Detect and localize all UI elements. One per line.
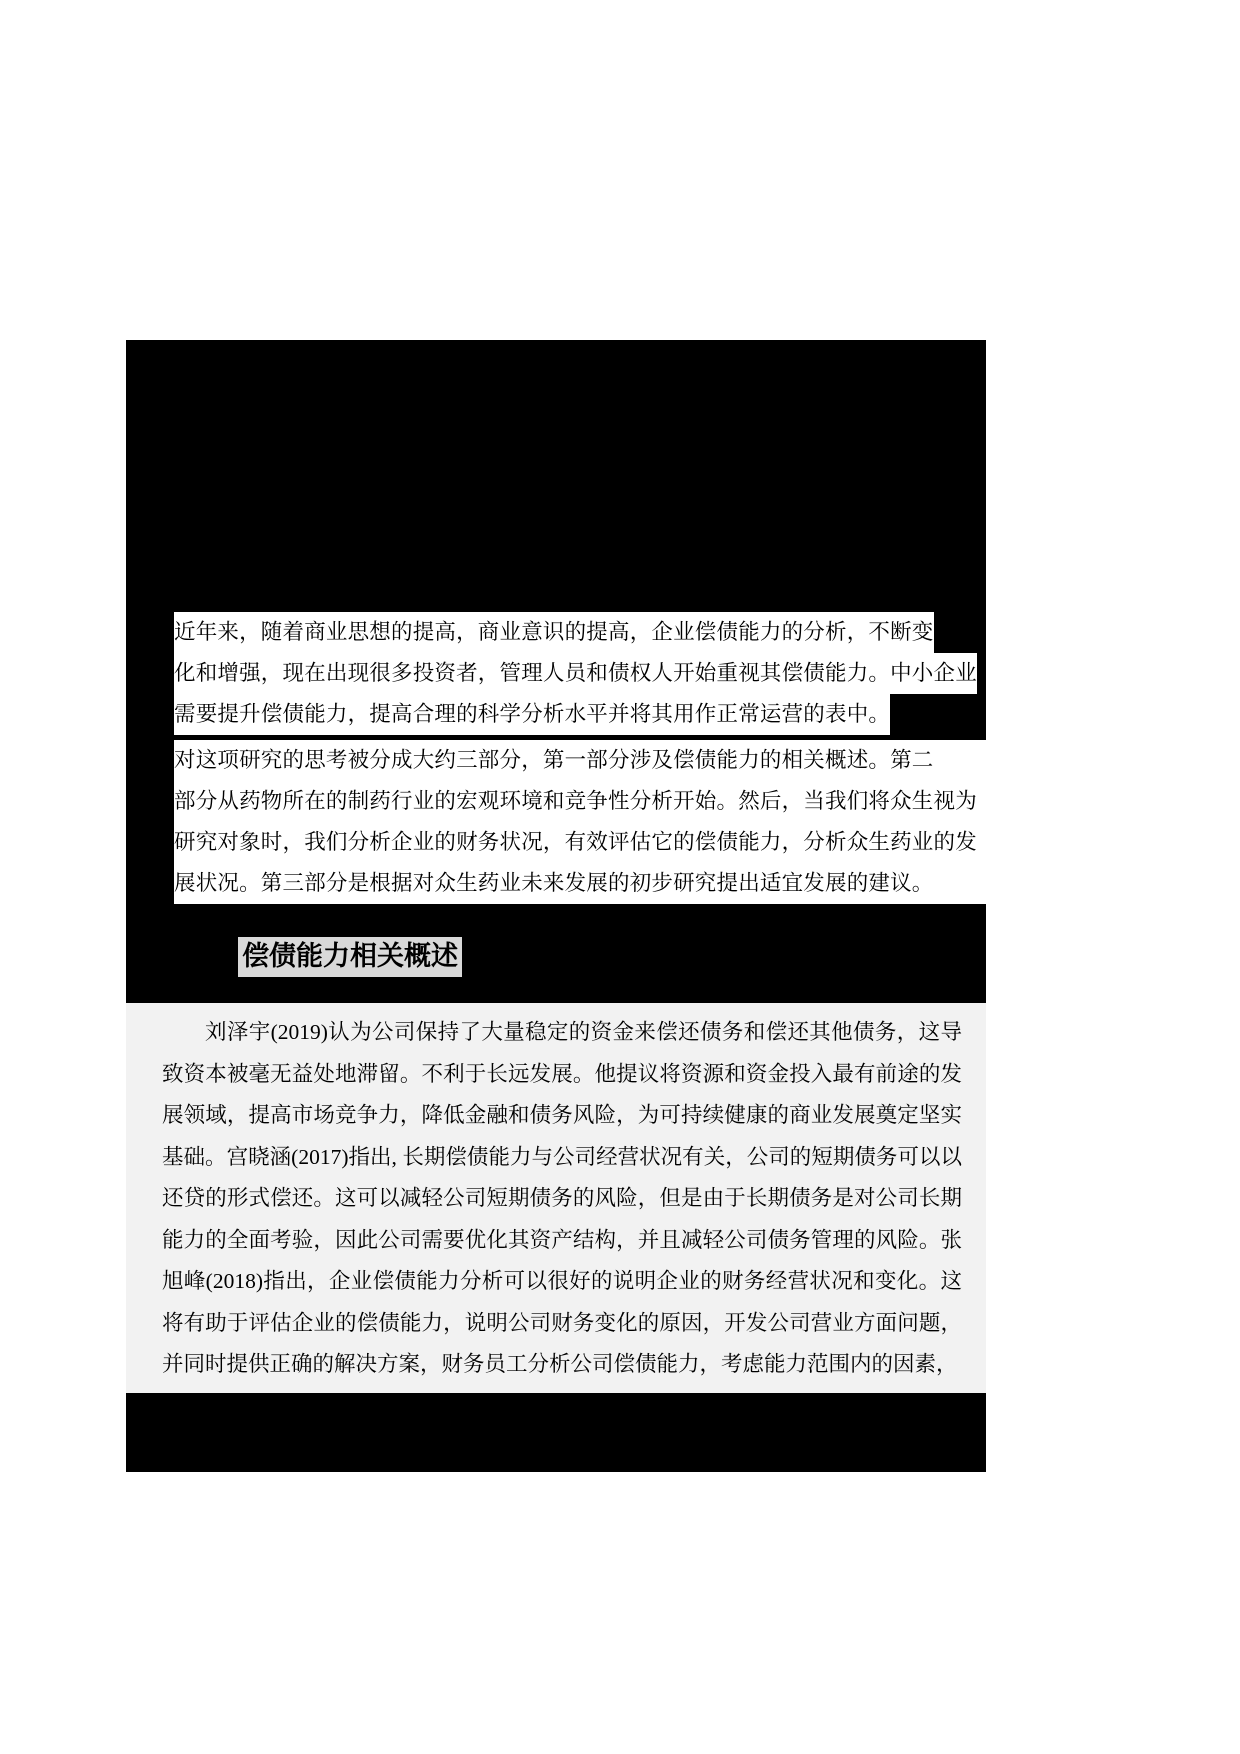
paragraph-intro-line: 需要提升偿债能力，提高合理的科学分析水平并将其用作正常运营的表中。	[174, 694, 890, 735]
section-heading: 偿债能力相关概述	[238, 937, 462, 977]
paragraph-structure-line: 研究对象时，我们分析企业的财务状况，有效评估它的偿债能力，分析众生药业的发	[174, 822, 986, 863]
paragraph-structure	[174, 740, 986, 904]
redacted-content-block	[126, 340, 986, 1472]
paragraph-intro	[174, 612, 986, 735]
paragraph-intro-line: 近年来，随着商业思想的提高，商业意识的提高，企业偿债能力的分析，不断变	[174, 612, 934, 653]
paragraph-structure-line: 部分从药物所在的制药行业的宏观环境和竞争性分析开始。然后，当我们将众生视为	[174, 781, 986, 822]
paragraph-body: 刘泽宇(2019)认为公司保持了大量稳定的资金来偿还债务和偿还其他债务，这导致资本被毫无益处地滞留。不利于长远发展。他提议将资源和资金投入最有前途的发展领域，提高市场竞争力，降低金融和债务风险，为可持续健康的商业发展奠定坚实基础。宫晓涵(2017)指出, 长期偿债能力与公司经营状况有关，公司的短期债务可以以还贷的形式偿还。这可以减轻公司短期债务的风险，但是由于长期债务是对公司长期能力的全面考验，因此公司需要优化其资产结构，并且减轻公司债务管理的风险。张旭峰(2018)指出，企业偿债能力分析可以很好的说明企业的财务经营状况和变化。这将有助于评估企业的偿债能力，说明公司财务变化的原因，开发公司营业方面问题，并同时提供正确的解决方案，财务员工分析公司偿债能力，考虑能力范围内的因素，	[162, 1020, 962, 1376]
paragraph-structure-line: 展状况。第三部分是根据对众生药业未来发展的初步研究提出适宜发展的建议。	[174, 863, 986, 904]
paragraph-structure-line: 对这项研究的思考被分成大约三部分，第一部分涉及偿债能力的相关概述。第二	[174, 740, 986, 781]
paragraph-intro-line: 化和增强，现在出现很多投资者，管理人员和债权人开始重视其偿债能力。中小企业	[174, 653, 977, 694]
